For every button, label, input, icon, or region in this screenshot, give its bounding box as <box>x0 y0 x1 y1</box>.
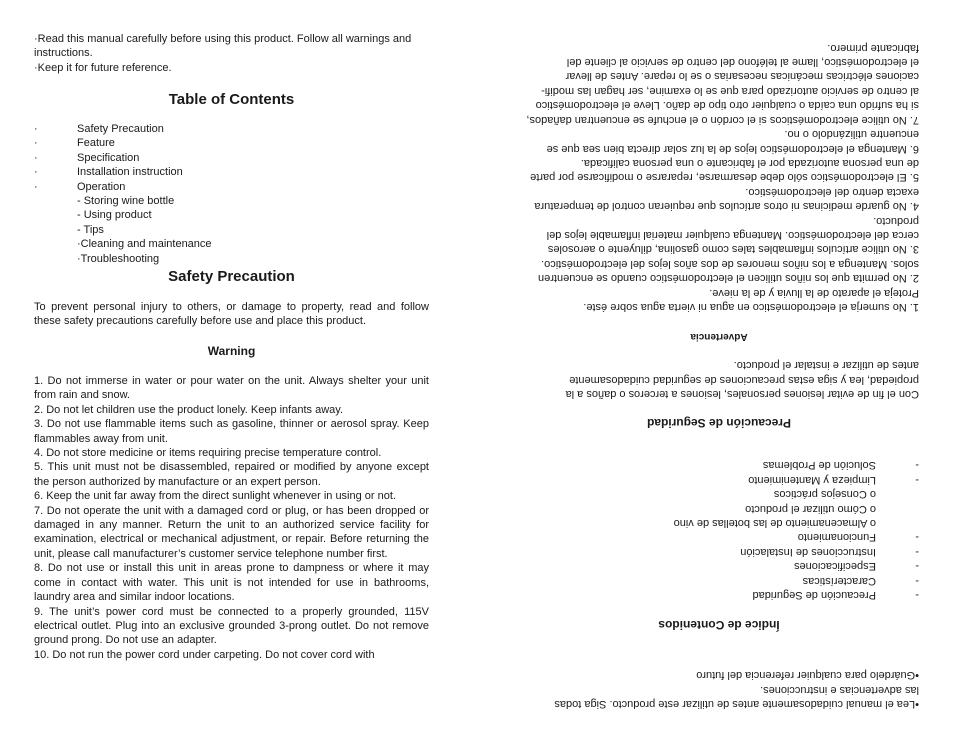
toc-bullet: · <box>34 123 38 135</box>
warning-item: 6. Keep the unit far away from the direct sunlight whenever in using or not. <box>34 490 396 503</box>
intro-note: ·Read this manual carefully before using this product. Follow all warnings and instructions. <box>34 33 412 60</box>
es-toc-item-label: Funcionamiento <box>797 531 876 544</box>
toc-item-label: Specification <box>77 151 140 164</box>
toc-item-label: Operation <box>77 180 126 193</box>
toc-bullet: · <box>34 166 38 179</box>
es-warning-line: fabricante primero. <box>827 41 919 54</box>
es-warning-line: cerca del electrodoméstico. Mantenga cualquier material inflamable lejos del <box>546 228 919 241</box>
es-toc-bullet: - <box>915 473 919 486</box>
es-toc-item <box>519 472 919 486</box>
es-toc-bullet: - <box>915 589 919 601</box>
safety-intro: To prevent personal injury to others, or damage to property, read and follow these safety precautions carefully before use and place this product. <box>34 301 429 328</box>
es-safety-intro-line: antes de utilizar e instalar el producto. <box>733 359 919 372</box>
es-warning-line: 6. Mantenga el electrodoméstico lejos de la luz solar directa bien sea que se <box>546 142 919 155</box>
es-safety-title: Precaución de Seguridad <box>646 416 792 430</box>
toc-item <box>34 165 426 179</box>
es-toc-item-label: o Almacenamiento de las botellas de vino <box>673 517 876 530</box>
es-toc-item <box>519 559 919 573</box>
es-toc-item <box>519 516 919 530</box>
warning-item: 8. Do not use or install this unit in areas prone to dampness or where it may come in contact with water. This unit is not intended for use in bathrooms, laundry area and similar indoor locations. <box>34 562 429 604</box>
toc-bullet: · <box>34 151 38 164</box>
es-toc-item-label: Solución de Problemas <box>762 459 876 472</box>
es-warning-line: de una persona autorizada por el fabricante o una persona calificada. <box>580 156 919 169</box>
toc-item <box>34 180 426 194</box>
toc-title: Table of Contents <box>168 91 295 108</box>
toc-subitem: - Using product <box>77 209 152 222</box>
toc-subitem: - Storing wine bottle <box>77 194 175 207</box>
toc-item <box>34 136 426 150</box>
es-toc-item <box>519 501 919 515</box>
es-safety-intro-line: Con el fin de evitar lesiones personales, lesiones a terceros o daños a la <box>565 388 919 400</box>
es-warning-title: Advertencia <box>690 331 748 342</box>
es-warning-line: 1. No sumerja el electrodoméstico en agua ni vierta agua sobre éste. <box>583 301 919 313</box>
warning-title: Warning <box>207 344 256 358</box>
es-toc-item-label: Precaución de Seguridad <box>752 589 876 601</box>
es-warning-line: 7. No utilice electrodomésticos si el cordón o el enchufe se encuentran dañados, <box>526 113 919 126</box>
toc-bullet: · <box>34 137 38 150</box>
es-warning-line: 5. El electrodoméstico sólo debe desarmarse, repararse o modificarse por parte <box>530 171 919 184</box>
es-warning-line: producto. <box>873 214 919 227</box>
warning-item: 7. Do not operate the unit with a damaged cord or plug, or has been dropped or damaged in any manner. Return the unit to an authorized service facility for examination, electrical or mechanical adjustment, or repair. Before returning the unit, please call manufacturer’s customer service telephone number first. <box>34 504 429 560</box>
es-toc-item-label: Características <box>802 574 876 587</box>
es-toc-item <box>519 573 919 587</box>
toc-item-label: Safety Precaution <box>77 123 164 135</box>
es-toc-item-label: Instrucciones de Instalación <box>740 545 876 558</box>
warning-item: 4. Do not store medicine or items requiring precise temperature control. <box>34 447 382 460</box>
es-warning-line: el electrodoméstico, llame al teléfono del centro de servicio al cliente del <box>566 56 919 69</box>
intro-note: ·Keep it for future reference. <box>34 61 172 74</box>
es-toc-list <box>519 458 919 602</box>
es-toc-bullet: - <box>915 545 919 558</box>
es-toc-item-label: o Cómo utilizar el producto <box>745 502 876 515</box>
warning-item: 5. This unit must not be disassembled, repaired or modified by anyone except the person authorized by manufacture or an expert person. <box>34 461 429 488</box>
es-warning-line: encuentre utilizándolo o no. <box>784 128 919 141</box>
es-warning-line: 3. No utilice artículos inflamables tales como gasolina, diluyente o aerosoles <box>547 243 919 256</box>
es-toc-item <box>519 544 919 558</box>
es-intro-line: •Guárdelo para cualquier referencia del futuro <box>696 669 919 682</box>
es-toc-bullet: - <box>915 531 919 544</box>
es-toc-item-label: o Consejos prácticos <box>773 488 876 501</box>
es-warning-line: exacta dentro del electrodoméstico. <box>745 185 919 198</box>
es-intro-line: las advertencias e instrucciones. <box>760 683 919 696</box>
es-intro-line: •Lea el manual cuidadosamente antes de utilizar este producto. Siga todas <box>554 698 919 710</box>
es-toc-bullet: - <box>915 574 919 587</box>
toc-item <box>34 122 426 136</box>
es-warning-line: caciones eléctricas mecánicas necesarias o se lo repare. Antes de llevar <box>565 70 919 83</box>
es-warning-line: Proteja el aparato de la lluvia y de la nieve. <box>709 286 919 299</box>
safety-title: Safety Precaution <box>168 268 295 285</box>
es-warning-line: si ha sufrido una caída o cualquier otro tipo de daño. Lleve el electrodoméstico <box>535 99 919 112</box>
warning-item: 9. The unit’s power cord must be connected to a properly grounded, 115V electrical outlet. Plug into an exclusive grounded 3-prong outlet. Do not remove ground prong. Do not use an adapter. <box>34 605 429 647</box>
es-toc-item-label: Especificaciones <box>794 560 876 573</box>
es-toc-item <box>519 458 919 472</box>
es-safety-intro <box>519 358 919 401</box>
toc-subitem: - Tips <box>77 223 104 236</box>
warning-item: 1. Do not immerse in water or pour water on the unit. Always shelter your unit from rain and snow. <box>34 375 429 402</box>
es-warning-list <box>519 40 919 314</box>
es-toc-bullet: - <box>915 560 919 573</box>
spanish-page-rotated <box>477 0 954 738</box>
es-toc-item <box>519 588 919 602</box>
es-toc-item-label: Limpieza y Mantenimiento <box>748 473 876 486</box>
es-safety-intro-line: propiedad, lea y siga estas precauciones de seguridad cuidadosamente <box>569 373 919 386</box>
es-toc-title: Índice de Contenidos <box>658 618 780 632</box>
es-warning-line: al centro de servicio autorizado para que se lo examine, ser hagan las modifi- <box>541 84 919 97</box>
toc-subitem: ·Troubleshooting <box>77 252 160 265</box>
warning-list <box>34 374 429 662</box>
warning-item: 10. Do not run the power cord under carpeting. Do not cover cord with <box>34 648 375 661</box>
intro-notes <box>34 32 426 75</box>
es-intro <box>519 668 919 711</box>
es-toc-bullet: - <box>915 459 919 472</box>
warning-item: 2. Do not let children use the product lonely. Keep infants away. <box>34 403 343 416</box>
toc-item <box>34 151 426 165</box>
es-toc-item <box>519 487 919 501</box>
es-warning-line: 4. No guarde medicinas ni otros artículos que requieran control de temperatura <box>534 200 919 213</box>
spanish-page <box>477 0 954 738</box>
toc-bullet: · <box>34 180 38 193</box>
warning-item: 3. Do not use flammable items such as gasoline, thinner or aerosol spray. Keep flammables away from unit. <box>34 418 429 445</box>
toc-item-label: Installation instruction <box>77 166 183 179</box>
es-warning-line: solos. Mantenga a los niños menores de dos años lejos del electrodoméstico. <box>541 257 919 270</box>
es-toc-item <box>519 530 919 544</box>
toc-subitem: ·Cleaning and maintenance <box>77 238 212 251</box>
toc-item-label: Feature <box>77 137 115 150</box>
toc-list <box>34 122 426 266</box>
es-warning-line: 2. No permita que los niños utilicen el electrodoméstico cuando se encuentren <box>538 272 919 285</box>
